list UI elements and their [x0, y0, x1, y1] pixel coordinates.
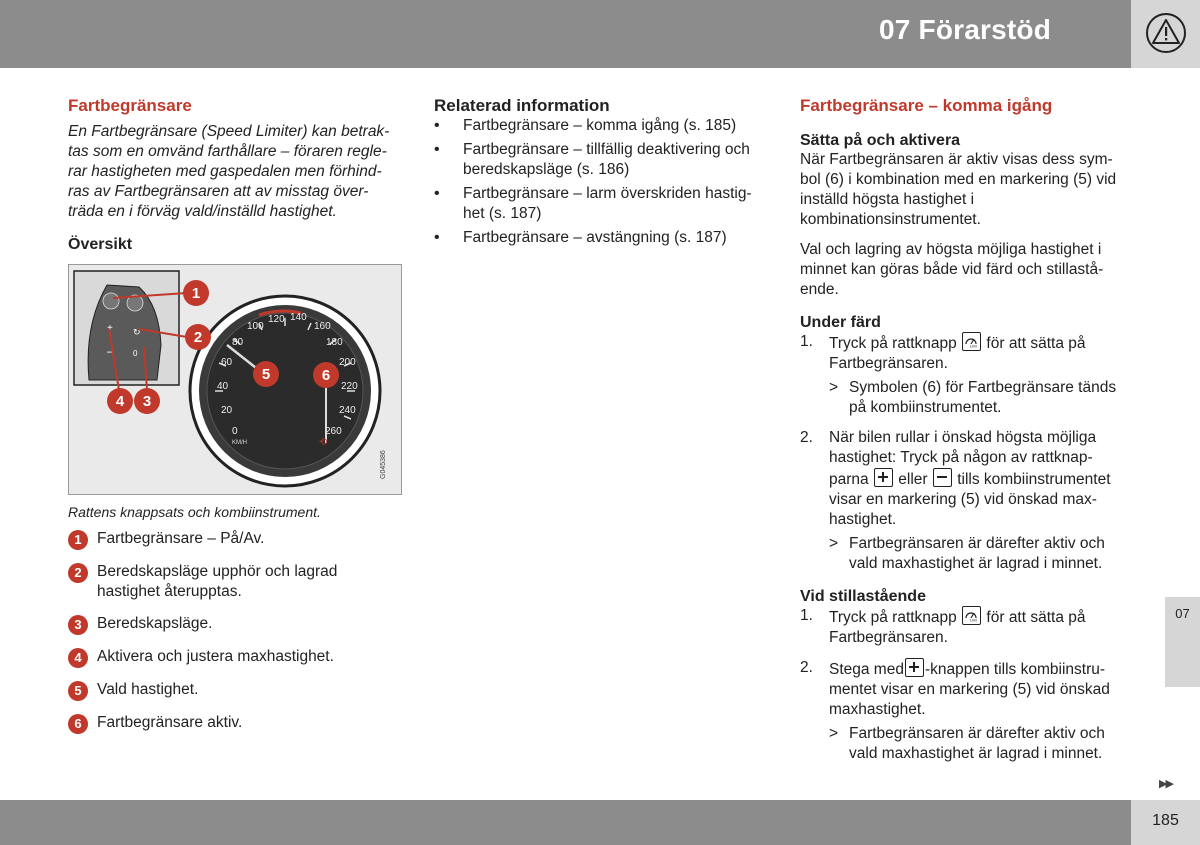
- related-link[interactable]: • Fartbegränsare – avstängning (s. 187): [434, 228, 774, 248]
- warning-triangle-icon: [1145, 12, 1187, 54]
- driving-step-1: 1. Tryck på rattknapp LIM för att sätta på Fartbegränsaren.: [800, 333, 1086, 372]
- speed-label: 140: [290, 312, 307, 323]
- stationary-result: > Fartbegränsaren är därefter aktiv och vald maxhastighet är lagrad i minnet.: [829, 725, 1105, 762]
- stationary-heading: Vid stillastående: [800, 588, 926, 605]
- legend-number-badge: 1: [68, 530, 88, 550]
- plus-button-icon: [874, 468, 893, 487]
- legend-item: 1 Fartbegränsare – På/Av.: [68, 529, 403, 550]
- svg-text:LIM: LIM: [970, 617, 977, 622]
- column-getting-started: [800, 96, 1135, 774]
- activate-text: När Fartbegränsaren är aktiv visas dess sym- bol (6) i kombination med en markering (5) vid inställd högsta hastighet i kombinationsinstrumentet.: [800, 151, 1117, 228]
- related-link[interactable]: • Fartbegränsare – komma igång (s. 185): [434, 116, 774, 136]
- legend-item: 4 Aktivera och justera maxhastighet.: [68, 647, 403, 668]
- overview-figure: [68, 264, 402, 495]
- speed-label: 0: [232, 426, 238, 437]
- speed-label: 100: [247, 321, 264, 332]
- stationary-step-1: 1. Tryck på rattknapp LIM för att sätta på Fartbegränsaren.: [800, 607, 1086, 646]
- svg-text:⟲: ⟲: [319, 437, 328, 448]
- related-info-heading: Relaterad information: [434, 96, 610, 115]
- plus-button-icon: [905, 658, 924, 677]
- chapter-title: 07 Förarstöd: [879, 14, 1051, 45]
- speed-label: 240: [339, 405, 356, 416]
- section-heading: Fartbegränsare – komma igång: [800, 96, 1053, 115]
- callout-1: 1: [191, 285, 201, 302]
- legend-item: 3 Beredskapsläge.: [68, 614, 403, 635]
- related-link[interactable]: • Fartbegränsare – larm överskriden hastig- het (s. 187): [434, 184, 774, 224]
- driving-result-2: > Fartbegränsaren är därefter aktiv och vald maxhastighet är lagrad i minnet.: [829, 535, 1105, 572]
- section-heading: Fartbegränsare: [68, 96, 192, 115]
- speed-limiter-button-icon: [962, 332, 981, 351]
- driving-result-1: > Symbolen (6) för Fartbegränsare tänds på kombiinstrumentet.: [829, 379, 1117, 416]
- speed-label: 180: [326, 337, 343, 348]
- svg-text:LIM: LIM: [970, 343, 977, 348]
- page-number: 185: [1152, 812, 1179, 829]
- figure-caption: Rattens knappsats och kombiinstrument.: [68, 504, 321, 520]
- legend-item: 2 Beredskapsläge upphör och lagrad hastighet återupptas.: [68, 562, 403, 602]
- while-driving-heading: Under färd: [800, 314, 881, 331]
- legend-list: [68, 529, 403, 734]
- related-links-list: [434, 116, 774, 248]
- speed-label: 220: [341, 381, 358, 392]
- speed-label: 200: [339, 357, 356, 368]
- svg-text:+: +: [107, 323, 113, 334]
- legend-number-badge: 2: [68, 563, 88, 583]
- chapter-side-tab[interactable]: [1165, 597, 1200, 687]
- overview-heading: Översikt: [68, 236, 133, 253]
- speed-label: 40: [217, 381, 229, 392]
- chapter-icon-box: [1131, 0, 1200, 68]
- driving-step-2: 2. När bilen rullar i önskad högsta möjliga hastighet: Tryck på någon av rattknap- parna eller tills kombiinstrumentet visar en markering (5) vid önskad max- hastighet.: [800, 429, 1111, 528]
- speed-limiter-button-icon: [962, 606, 981, 625]
- speed-label: 60: [221, 357, 233, 368]
- callout-2: 2: [193, 329, 203, 346]
- stationary-step-2: 2. Stega med -knappen tills kombiinstru- mentet visar en markering (5) vid önskad maxhastighet.: [800, 659, 1110, 718]
- speed-label: 160: [314, 321, 331, 332]
- callout-3: 3: [142, 393, 152, 410]
- legend-number-badge: 3: [68, 615, 88, 635]
- callout-5: 5: [261, 366, 271, 383]
- chapter-tab-label: 07: [1175, 606, 1190, 621]
- storage-text: Val och lagring av högsta möjliga hastighet i minnet kan göras både vid färd och stillastå- ende.: [800, 241, 1104, 298]
- minus-button-icon: [933, 468, 952, 487]
- callout-6: 6: [321, 367, 331, 384]
- speed-unit: KM/H: [232, 440, 247, 446]
- chapter-header-bar: [0, 0, 1131, 68]
- related-link[interactable]: • Fartbegränsare – tillfällig deaktivering och beredskapsläge (s. 186): [434, 140, 774, 180]
- double-chevron-right-icon: ▶▶: [1159, 778, 1172, 790]
- column-overview: [68, 96, 403, 746]
- legend-number-badge: 5: [68, 681, 88, 701]
- page-number-box: [1131, 800, 1200, 845]
- legend-number-badge: 6: [68, 714, 88, 734]
- legend-item: 6 Fartbegränsare aktiv.: [68, 713, 403, 734]
- speed-label: 80: [232, 337, 244, 348]
- footer-bar: [0, 800, 1131, 845]
- svg-text:–: –: [107, 344, 114, 358]
- speed-label: 120: [268, 314, 285, 325]
- legend-number-badge: 4: [68, 648, 88, 668]
- activate-heading: Sätta på och aktivera: [800, 132, 961, 149]
- figure-code: G045386: [380, 450, 387, 479]
- svg-text:↻: ↻: [133, 327, 141, 337]
- callout-4: 4: [115, 393, 125, 410]
- steering-keypad-and-speedometer-illustration: [69, 265, 401, 494]
- speed-label: 260: [325, 426, 342, 437]
- column-related-info: [434, 96, 774, 252]
- intro-text: En Fartbegränsare (Speed Limiter) kan betrak- tas som en omvänd farthållare – föraren regle- rar hastigheten med gaspedalen men förhind- ras av Fartbegränsaren att av misstag över- träda en i förväg vald/inställd hastighet.: [68, 123, 390, 220]
- speed-label: 20: [221, 405, 233, 416]
- legend-item: 5 Vald hastighet.: [68, 680, 403, 701]
- svg-text:0: 0: [133, 349, 138, 358]
